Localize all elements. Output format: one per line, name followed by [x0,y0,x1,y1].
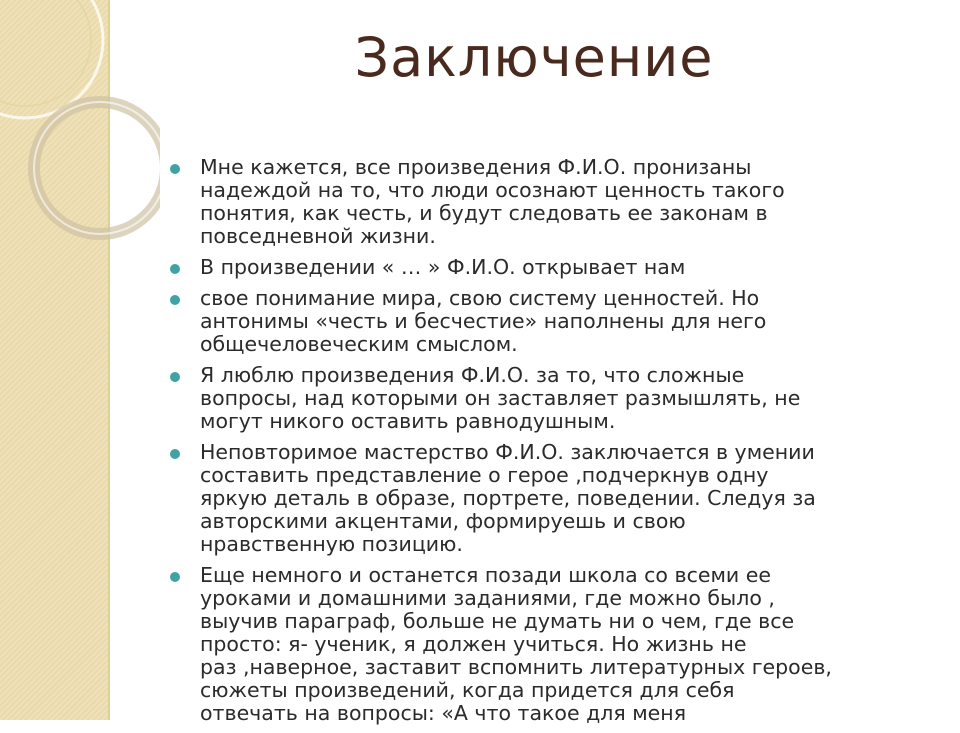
list-item [170,256,940,279]
bullet-text: свое понимание мира, свою систему ценностей. Но антонимы «честь и бесчестие» наполнены для него общечеловеческим смыслом. [200,286,767,356]
page-title: Заключение [354,26,714,89]
list-item [170,287,940,356]
bullet-text: Мне кажется, все произведения Ф.И.О. пронизаны надеждой на то, что люди осознают ценность такого понятия, как честь, и будут следовать ее законам в повседневной жизни. [200,155,785,248]
bullet-text: В произведении « … » Ф.И.О. открывает нам [200,255,686,279]
list-item [170,564,940,725]
bullet-icon [170,449,180,459]
list-item [170,364,940,433]
bullet-text: Неповторимое мастерство Ф.И.О. заключается в умении составить представление о герое ,подчеркнув одну яркую деталь в образе, портрете, поведении. Следуя за авторскими акцентами, формируешь и свою нравственную позицию. [200,440,816,556]
bullet-list [170,156,940,733]
bullet-icon [170,295,180,305]
list-item [170,441,940,556]
bullet-icon [170,572,180,582]
bullet-icon [170,372,180,382]
bullet-icon [170,264,180,274]
bullet-text: Я люблю произведения Ф.И.О. за то, что сложные вопросы, над которыми он заставляет размышлять, не могут никого оставить равнодушным. [200,363,801,433]
bullet-text: Еще немного и останется позади школа со всеми ее уроками и домашними заданиями, где можно было , выучив параграф, больше не думать ни о чем, где все просто: я- ученик, я должен учиться. Но жизнь не раз ,наверное, заставит вспомнить литературных героев, сюжеты произведений, когда придется для себя отвечать на вопросы: «А что такое для меня [200,563,832,725]
bullet-icon [170,164,180,174]
list-item [170,156,940,248]
